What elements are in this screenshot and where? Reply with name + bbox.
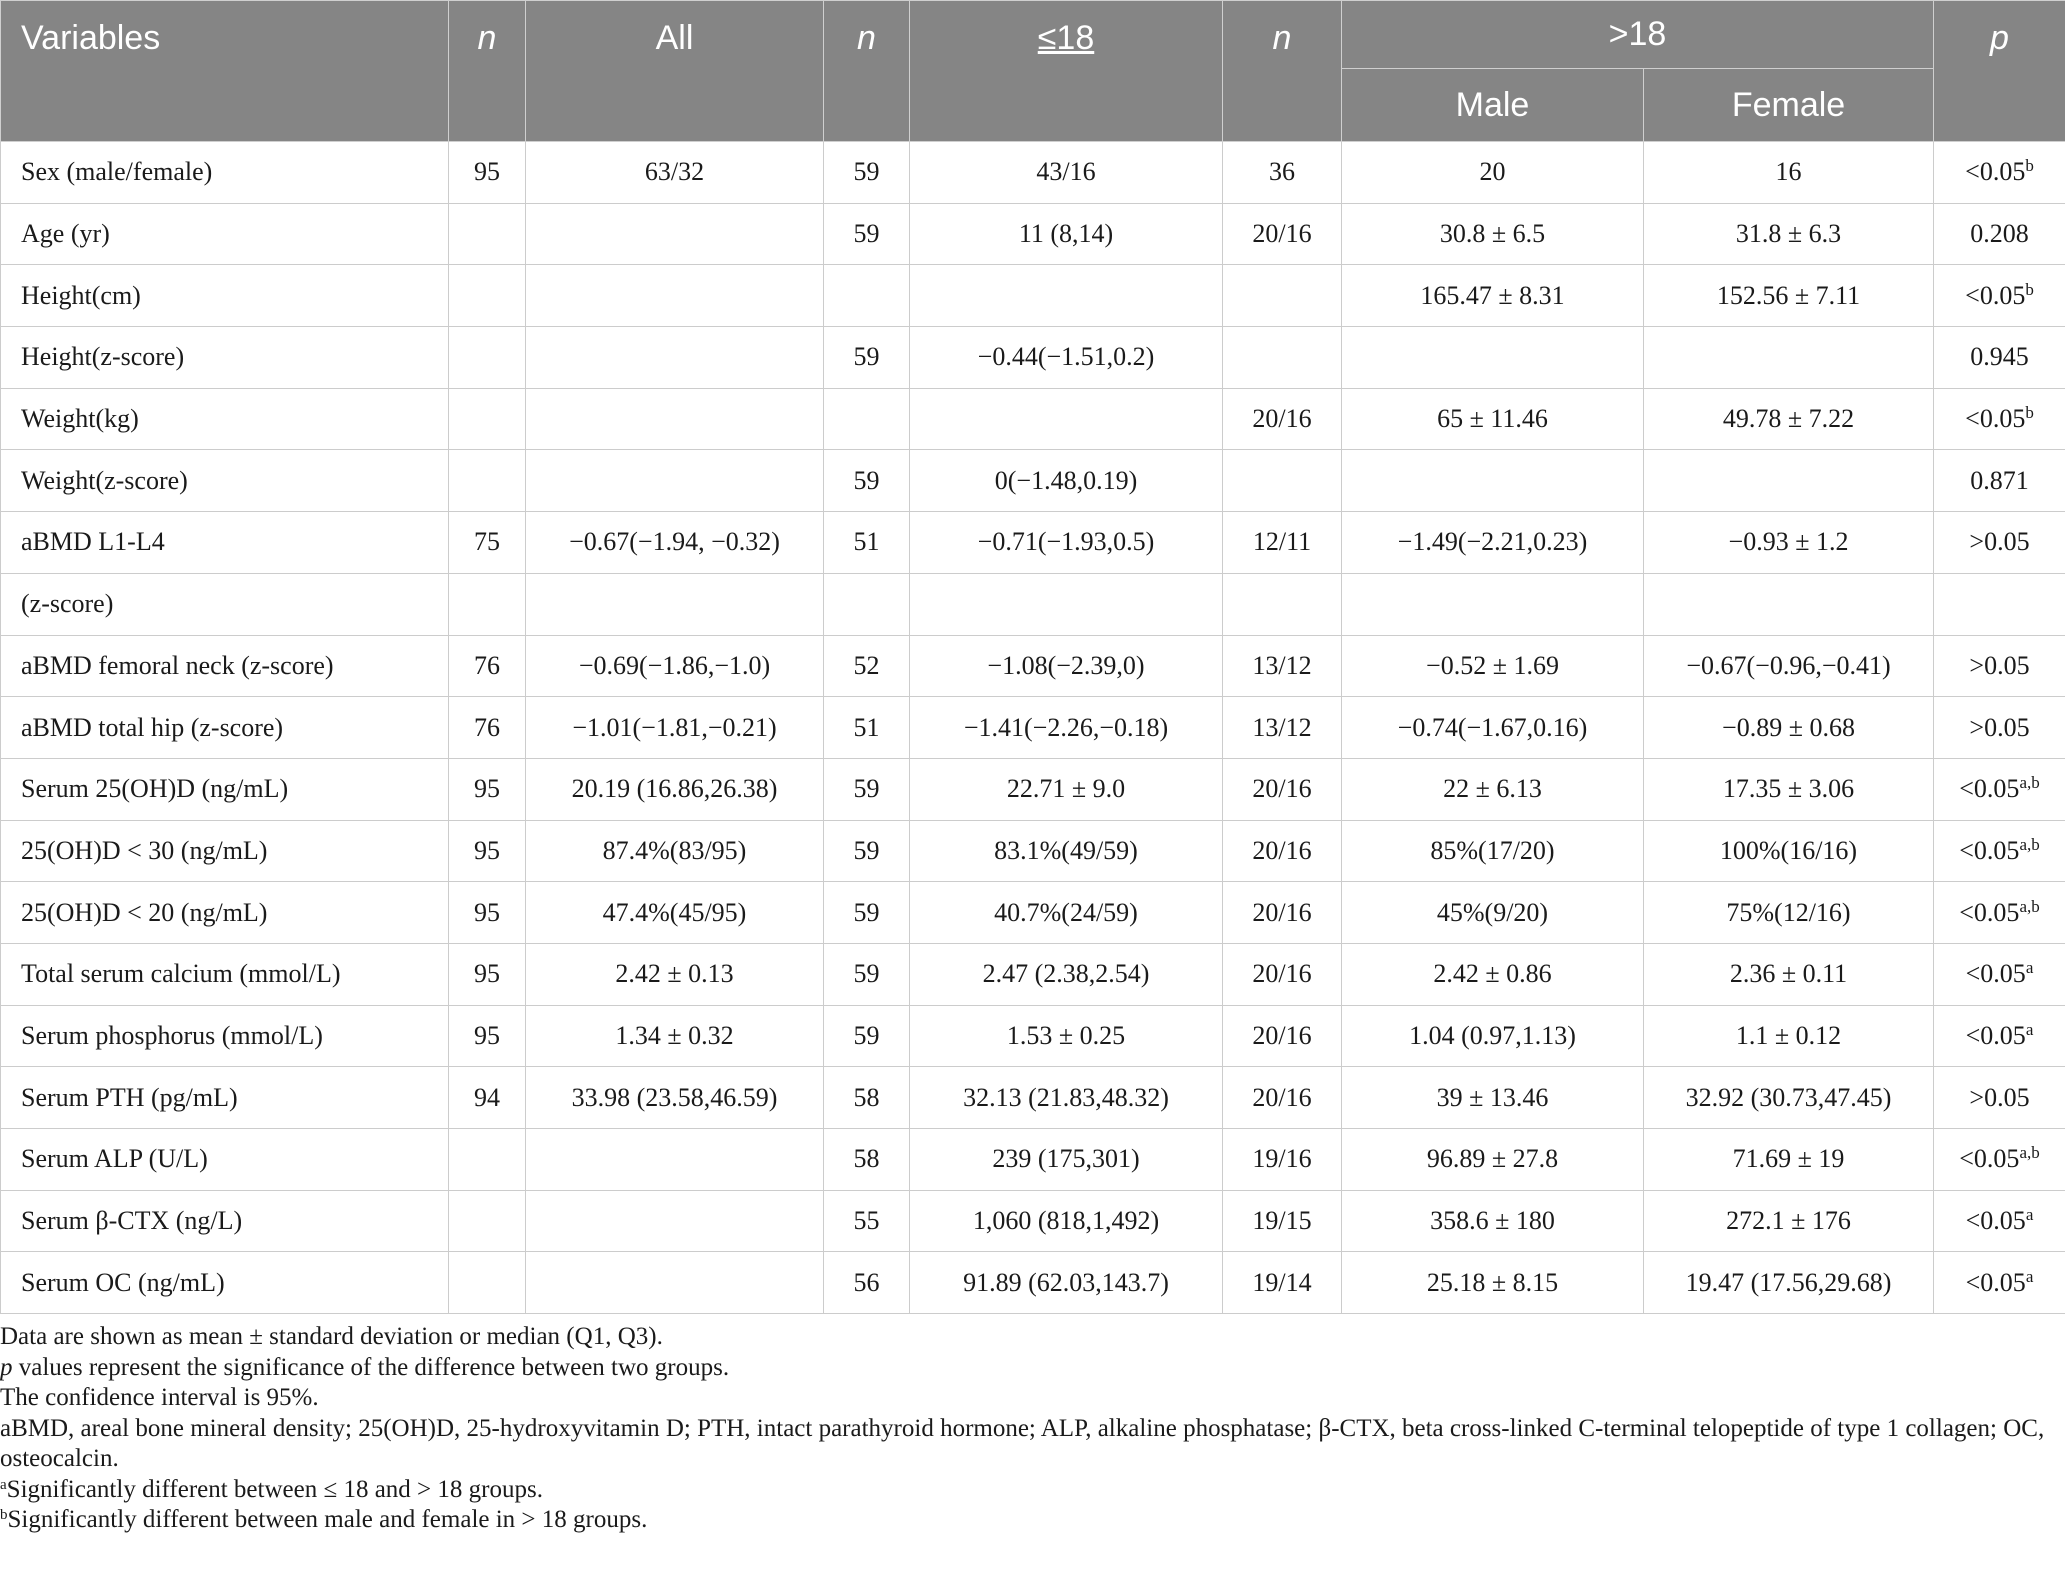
significance-superscript: a xyxy=(2025,1019,2034,1039)
cell-female: 1.1 ± 0.12 xyxy=(1644,1005,1934,1067)
cell-n-all xyxy=(449,450,526,512)
cell-n-all: 95 xyxy=(449,943,526,1005)
cell-female xyxy=(1644,573,1934,635)
cell-male: 65 ± 11.46 xyxy=(1342,388,1644,450)
cell-all: −0.69(−1.86,−1.0) xyxy=(526,635,824,697)
cell-n-le18 xyxy=(824,573,910,635)
cell-male: 358.6 ± 180 xyxy=(1342,1190,1644,1252)
cell-p: >0.05 xyxy=(1934,1067,2065,1129)
cell-n-all: 76 xyxy=(449,697,526,759)
cell-n-gt18: 20/16 xyxy=(1223,1067,1342,1129)
cell-female xyxy=(1644,450,1934,512)
cell-female: 152.56 ± 7.11 xyxy=(1644,265,1934,327)
cell-p: <0.05$^a$ xyxy=(1934,1252,2065,1314)
cell-n-all xyxy=(449,203,526,265)
cell-n-le18: 51 xyxy=(824,697,910,759)
header-variables: Variables xyxy=(1,1,449,142)
cell-all: 47.4%(45/95) xyxy=(526,882,824,944)
cell-n-gt18: 12/11 xyxy=(1223,512,1342,574)
cell-variable: aBMD total hip (z-score) xyxy=(1,697,449,759)
cell-p: <0.05$^a$ xyxy=(1934,1190,2065,1252)
cell-variable: Weight(z-score) xyxy=(1,450,449,512)
cell-variable: Total serum calcium (mmol/L) xyxy=(1,943,449,1005)
cell-n-gt18: 19/14 xyxy=(1223,1252,1342,1314)
cell-male: 30.8 ± 6.5 xyxy=(1342,203,1644,265)
cell-all xyxy=(526,203,824,265)
cell-all xyxy=(526,265,824,327)
table-row xyxy=(1,1129,2065,1191)
cell-le18: 239 (175,301) xyxy=(910,1129,1223,1191)
cell-male: 1.04 (0.97,1.13) xyxy=(1342,1005,1644,1067)
footnote-confidence: The confidence interval is 95%. xyxy=(0,1384,319,1411)
cell-p: $<0.05^{a,b}$ xyxy=(1934,1129,2065,1191)
table-header xyxy=(1,1,2065,142)
cell-male xyxy=(1342,450,1644,512)
cell-female: 16 xyxy=(1644,142,1934,204)
cell-n-all: 95 xyxy=(449,758,526,820)
cell-all: 1.34 ± 0.32 xyxy=(526,1005,824,1067)
cell-le18: 32.13 (21.83,48.32) xyxy=(910,1067,1223,1129)
cell-male: 96.89 ± 27.8 xyxy=(1342,1129,1644,1191)
cell-le18: −1.41(−2.26,−0.18) xyxy=(910,697,1223,759)
cell-p: <0.05$^b$ xyxy=(1934,265,2065,327)
cell-n-all xyxy=(449,327,526,389)
table-row xyxy=(1,1067,2065,1129)
cell-n-gt18 xyxy=(1223,573,1342,635)
cell-n-gt18 xyxy=(1223,450,1342,512)
header-all: All xyxy=(526,1,824,142)
cell-variable: aBMD femoral neck (z-score) xyxy=(1,635,449,697)
table-footnotes xyxy=(0,1322,2065,1536)
cell-n-gt18: 36 xyxy=(1223,142,1342,204)
cell-le18: 91.89 (62.03,143.7) xyxy=(910,1252,1223,1314)
cell-le18 xyxy=(910,388,1223,450)
cell-n-le18: 58 xyxy=(824,1067,910,1129)
cell-variable: Serum OC (ng/mL) xyxy=(1,1252,449,1314)
cell-female: 2.36 ± 0.11 xyxy=(1644,943,1934,1005)
header-n-all: n xyxy=(449,1,526,142)
table-row xyxy=(1,1190,2065,1252)
cell-le18: −0.71(−1.93,0.5) xyxy=(910,512,1223,574)
significance-superscript: b xyxy=(2025,403,2034,423)
cell-female xyxy=(1644,327,1934,389)
cell-n-gt18: 20/16 xyxy=(1223,882,1342,944)
cell-female: 32.92 (30.73,47.45) xyxy=(1644,1067,1934,1129)
cell-n-all: 95 xyxy=(449,1005,526,1067)
cell-n-le18: 55 xyxy=(824,1190,910,1252)
cell-n-gt18 xyxy=(1223,327,1342,389)
header-male: Male xyxy=(1342,69,1644,142)
header-p: p xyxy=(1934,1,2065,142)
cell-all xyxy=(526,1129,824,1191)
table-row xyxy=(1,820,2065,882)
cell-male: 20 xyxy=(1342,142,1644,204)
cell-n-le18: 59 xyxy=(824,882,910,944)
cell-n-all: 95 xyxy=(449,882,526,944)
cell-all xyxy=(526,1252,824,1314)
cell-female: −0.89 ± 0.68 xyxy=(1644,697,1934,759)
cell-female: 75%(12/16) xyxy=(1644,882,1934,944)
cell-le18: 2.47 (2.38,2.54) xyxy=(910,943,1223,1005)
cell-n-all: 76 xyxy=(449,635,526,697)
cell-n-all: 95 xyxy=(449,142,526,204)
cell-le18: 0(−1.48,0.19) xyxy=(910,450,1223,512)
cell-variable: (z-score) xyxy=(1,573,449,635)
cell-le18: 40.7%(24/59) xyxy=(910,882,1223,944)
cell-female: 49.78 ± 7.22 xyxy=(1644,388,1934,450)
significance-superscript: a,b xyxy=(2019,896,2040,916)
cell-variable: Serum ALP (U/L) xyxy=(1,1129,449,1191)
table-row xyxy=(1,265,2065,327)
cell-male: 22 ± 6.13 xyxy=(1342,758,1644,820)
header-le18: ≤18 xyxy=(910,1,1223,142)
cell-p: $<0.05^{a,b}$ xyxy=(1934,882,2065,944)
cell-variable: Serum β-CTX (ng/L) xyxy=(1,1190,449,1252)
cell-male: −0.74(−1.67,0.16) xyxy=(1342,697,1644,759)
cell-n-le18: 59 xyxy=(824,327,910,389)
header-gt18: >18 xyxy=(1342,1,1934,69)
table-row xyxy=(1,1252,2065,1314)
cell-female: 19.47 (17.56,29.68) xyxy=(1644,1252,1934,1314)
cell-variable: 25(OH)D < 30 (ng/mL) xyxy=(1,820,449,882)
footnote-p-values: p values represent the significance of the difference between two groups. xyxy=(0,1353,730,1381)
cell-n-gt18: 20/16 xyxy=(1223,388,1342,450)
table-row xyxy=(1,573,2065,635)
cell-all: −0.67(−1.94, −0.32) xyxy=(526,512,824,574)
cell-n-gt18: 20/16 xyxy=(1223,820,1342,882)
cell-n-all xyxy=(449,573,526,635)
significance-superscript: a xyxy=(2025,958,2034,978)
significance-superscript: a xyxy=(2025,1205,2034,1225)
cell-all xyxy=(526,450,824,512)
cell-all xyxy=(526,388,824,450)
cell-male xyxy=(1342,327,1644,389)
cell-le18: 1,060 (818,1,492) xyxy=(910,1190,1223,1252)
cell-n-le18 xyxy=(824,265,910,327)
cell-variable: Weight(kg) xyxy=(1,388,449,450)
cell-female: 71.69 ± 19 xyxy=(1644,1129,1934,1191)
cell-male: 165.47 ± 8.31 xyxy=(1342,265,1644,327)
cell-n-all xyxy=(449,1190,526,1252)
cell-n-le18: 52 xyxy=(824,635,910,697)
cell-variable: Serum 25(OH)D (ng/mL) xyxy=(1,758,449,820)
table-row xyxy=(1,882,2065,944)
cell-all xyxy=(526,327,824,389)
cell-all xyxy=(526,1190,824,1252)
cell-variable: 25(OH)D < 20 (ng/mL) xyxy=(1,882,449,944)
table-row xyxy=(1,758,2065,820)
cell-n-le18: 56 xyxy=(824,1252,910,1314)
table-row xyxy=(1,388,2065,450)
cell-le18: 11 (8,14) xyxy=(910,203,1223,265)
cell-p: $<0.05^{a,b}$ xyxy=(1934,820,2065,882)
cell-male xyxy=(1342,573,1644,635)
cell-all: 20.19 (16.86,26.38) xyxy=(526,758,824,820)
cell-male: −0.52 ± 1.69 xyxy=(1342,635,1644,697)
table-row xyxy=(1,943,2065,1005)
cell-all: −1.01(−1.81,−0.21) xyxy=(526,697,824,759)
cell-male: 39 ± 13.46 xyxy=(1342,1067,1644,1129)
cell-n-gt18: 20/16 xyxy=(1223,943,1342,1005)
cell-variable: Height(z-score) xyxy=(1,327,449,389)
cell-p: <0.05$^b$ xyxy=(1934,142,2065,204)
cell-all: 63/32 xyxy=(526,142,824,204)
cell-n-le18: 59 xyxy=(824,203,910,265)
cell-p: >0.05 xyxy=(1934,635,2065,697)
significance-superscript: a,b xyxy=(2019,834,2040,854)
footnote-a: $^a$Significantly different between ≤ 18 and > 18 groups. xyxy=(0,1475,543,1503)
cell-p: $<0.05^{a,b}$ xyxy=(1934,758,2065,820)
significance-superscript: b xyxy=(2025,279,2034,299)
significance-superscript: a,b xyxy=(2019,773,2040,793)
cell-male: 85%(17/20) xyxy=(1342,820,1644,882)
cell-p: >0.05 xyxy=(1934,697,2065,759)
cell-le18: −1.08(−2.39,0) xyxy=(910,635,1223,697)
cell-n-gt18: 19/16 xyxy=(1223,1129,1342,1191)
cell-n-le18: 59 xyxy=(824,943,910,1005)
cell-female: 31.8 ± 6.3 xyxy=(1644,203,1934,265)
header-n-le18: n xyxy=(824,1,910,142)
cell-all xyxy=(526,573,824,635)
cell-n-le18: 59 xyxy=(824,1005,910,1067)
table-row xyxy=(1,512,2065,574)
cell-n-all: 95 xyxy=(449,820,526,882)
significance-superscript: a xyxy=(2025,1266,2034,1286)
cell-female: −0.67(−0.96,−0.41) xyxy=(1644,635,1934,697)
cell-variable: Serum phosphorus (mmol/L) xyxy=(1,1005,449,1067)
header-n-gt18: n xyxy=(1223,1,1342,142)
table-row xyxy=(1,327,2065,389)
cell-variable: Serum PTH (pg/mL) xyxy=(1,1067,449,1129)
cell-n-gt18: 13/12 xyxy=(1223,697,1342,759)
cell-n-le18: 58 xyxy=(824,1129,910,1191)
cell-le18 xyxy=(910,573,1223,635)
cell-le18 xyxy=(910,265,1223,327)
cell-all: 33.98 (23.58,46.59) xyxy=(526,1067,824,1129)
cell-n-le18: 59 xyxy=(824,450,910,512)
cell-p: 0.945 xyxy=(1934,327,2065,389)
cell-male: 2.42 ± 0.86 xyxy=(1342,943,1644,1005)
cell-p: <0.05$^a$ xyxy=(1934,943,2065,1005)
table-row xyxy=(1,142,2065,204)
cell-all: 2.42 ± 0.13 xyxy=(526,943,824,1005)
cell-variable: Sex (male/female) xyxy=(1,142,449,204)
cell-n-le18: 59 xyxy=(824,758,910,820)
cell-le18: −0.44(−1.51,0.2) xyxy=(910,327,1223,389)
header-female: Female xyxy=(1644,69,1934,142)
cell-n-le18: 59 xyxy=(824,142,910,204)
cell-n-gt18: 20/16 xyxy=(1223,1005,1342,1067)
cell-n-all xyxy=(449,1252,526,1314)
table-row xyxy=(1,450,2065,512)
cell-n-gt18: 20/16 xyxy=(1223,758,1342,820)
footnote-abbreviations: aBMD, areal bone mineral density; 25(OH)D, 25-hydroxyvitamin D; PTH, intact parathyroid hormone; ALP, alkaline phosphatase; β-CTX, beta cross-linked C-terminal telopeptide of type 1 collagen; OC, osteocalcin. xyxy=(0,1414,2045,1472)
cell-male: 25.18 ± 8.15 xyxy=(1342,1252,1644,1314)
table-row xyxy=(1,697,2065,759)
cell-n-all: 94 xyxy=(449,1067,526,1129)
cell-n-all xyxy=(449,388,526,450)
cell-female: 17.35 ± 3.06 xyxy=(1644,758,1934,820)
cell-male: 45%(9/20) xyxy=(1342,882,1644,944)
cell-n-all xyxy=(449,1129,526,1191)
significance-superscript: b xyxy=(2025,156,2034,176)
cell-female: 272.1 ± 176 xyxy=(1644,1190,1934,1252)
footnote-data-format: Data are shown as mean ± standard deviation or median (Q1, Q3). xyxy=(0,1323,663,1350)
table-body xyxy=(1,142,2065,1314)
cell-n-all xyxy=(449,265,526,327)
cell-n-all: 75 xyxy=(449,512,526,574)
cell-le18: 43/16 xyxy=(910,142,1223,204)
footnote-b: $^b$Significantly different between male and female in > 18 groups. xyxy=(0,1506,648,1533)
cell-female: 100%(16/16) xyxy=(1644,820,1934,882)
cell-p: 0.871 xyxy=(1934,450,2065,512)
cell-n-gt18: 13/12 xyxy=(1223,635,1342,697)
cell-variable: Age (yr) xyxy=(1,203,449,265)
cell-female: −0.93 ± 1.2 xyxy=(1644,512,1934,574)
cell-variable: aBMD L1-L4 xyxy=(1,512,449,574)
cell-le18: 22.71 ± 9.0 xyxy=(910,758,1223,820)
cell-all: 87.4%(83/95) xyxy=(526,820,824,882)
table-row xyxy=(1,203,2065,265)
cell-n-gt18 xyxy=(1223,265,1342,327)
cell-p: >0.05 xyxy=(1934,512,2065,574)
cell-le18: 1.53 ± 0.25 xyxy=(910,1005,1223,1067)
cell-n-le18: 51 xyxy=(824,512,910,574)
cell-p: <0.05$^a$ xyxy=(1934,1005,2065,1067)
cell-p: 0.208 xyxy=(1934,203,2065,265)
cell-p xyxy=(1934,573,2065,635)
cell-le18: 83.1%(49/59) xyxy=(910,820,1223,882)
cell-n-gt18: 20/16 xyxy=(1223,203,1342,265)
cell-n-le18: 59 xyxy=(824,820,910,882)
cell-p: <0.05$^b$ xyxy=(1934,388,2065,450)
table-row xyxy=(1,635,2065,697)
table-row xyxy=(1,1005,2065,1067)
significance-superscript: a,b xyxy=(2019,1143,2040,1163)
cell-male: −1.49(−2.21,0.23) xyxy=(1342,512,1644,574)
cell-variable: Height(cm) xyxy=(1,265,449,327)
cell-n-le18 xyxy=(824,388,910,450)
cell-n-gt18: 19/15 xyxy=(1223,1190,1342,1252)
